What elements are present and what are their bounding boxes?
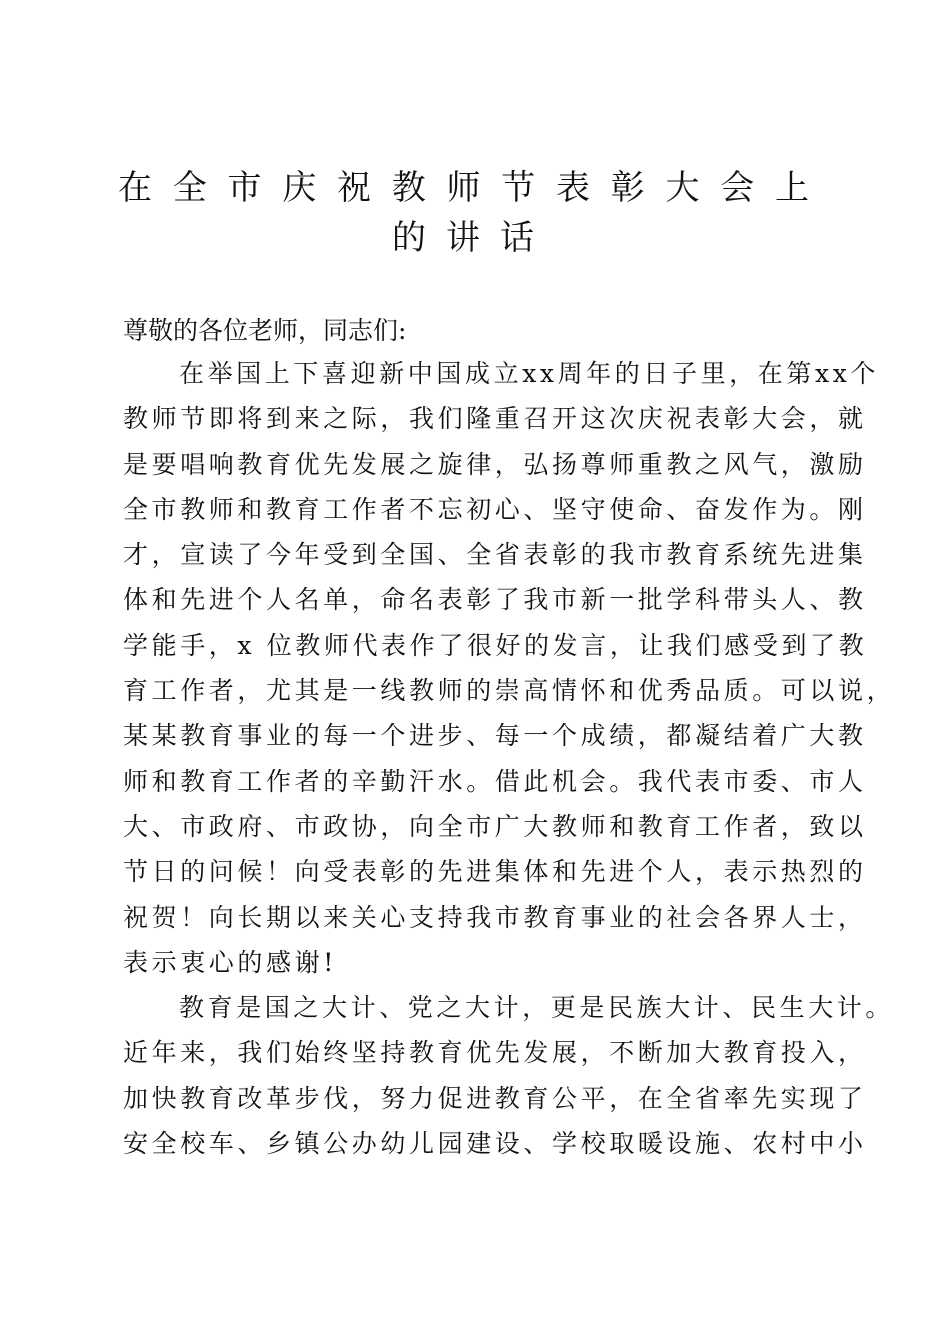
- paragraph-line: 教育是国之大计、党之大计，更是民族大计、民生大计。: [179, 993, 895, 1023]
- salutation: 尊敬的各位老师，同志们:: [123, 316, 407, 345]
- paragraph-1: [123, 351, 896, 985]
- paragraph-line: 大、市政府、市政协，向全市广大教师和教育工作者，致以: [123, 811, 867, 841]
- paragraph-line: 学能手，x 位教师代表作了很好的发言，让我们感受到了教: [123, 630, 868, 660]
- paragraph-line: 节日的问候！向受表彰的先进集体和先进个人，表示热烈的: [123, 857, 867, 887]
- paragraph-line: 是要唱响教育优先发展之旋律，弘扬尊师重教之风气，激励: [123, 449, 867, 479]
- paragraph-line: 才，宣读了今年受到全国、全省表彰的我市教育系统先进集: [123, 540, 867, 570]
- paragraph-2: [123, 985, 895, 1166]
- title-line-2: 的讲话: [392, 218, 554, 258]
- title-line-1: 在全市庆祝教师节表彰大会上: [118, 168, 828, 208]
- paragraph-line: 安全校车、乡镇公办幼儿园建设、学校取暖设施、农村中小: [123, 1129, 867, 1159]
- paragraph-line: 体和先进个人名单，命名表彰了我市新一批学科带头人、教: [123, 585, 867, 615]
- document-title: [118, 163, 828, 263]
- paragraph-line: 育工作者，尤其是一线教师的崇高情怀和优秀品质。可以说，: [123, 676, 896, 706]
- paragraph-line: 表示衷心的感谢!: [123, 947, 337, 977]
- paragraph-line: 教师节即将到来之际，我们隆重召开这次庆祝表彰大会，就: [123, 404, 867, 434]
- paragraph-line: 加快教育改革步伐，努力促进教育公平，在全省率先实现了: [123, 1083, 867, 1113]
- paragraph-line: 全市教师和教育工作者不忘初心、坚守使命、奋发作为。刚: [123, 494, 867, 524]
- paragraph-line: 近年来，我们始终坚持教育优先发展，不断加大教育投入，: [123, 1038, 867, 1068]
- paragraph-line: 师和教育工作者的辛勤汗水。借此机会。我代表市委、市人: [123, 766, 867, 796]
- document-body: [123, 311, 896, 1166]
- paragraph-line: 祝贺！向长期以来关心支持我市教育事业的社会各界人士，: [123, 902, 867, 932]
- paragraph-line: 某某教育事业的每一个进步、每一个成绩，都凝结着广大教: [123, 721, 867, 751]
- paragraph-line: 在举国上下喜迎新中国成立xx周年的日子里，在第xx个: [179, 359, 879, 388]
